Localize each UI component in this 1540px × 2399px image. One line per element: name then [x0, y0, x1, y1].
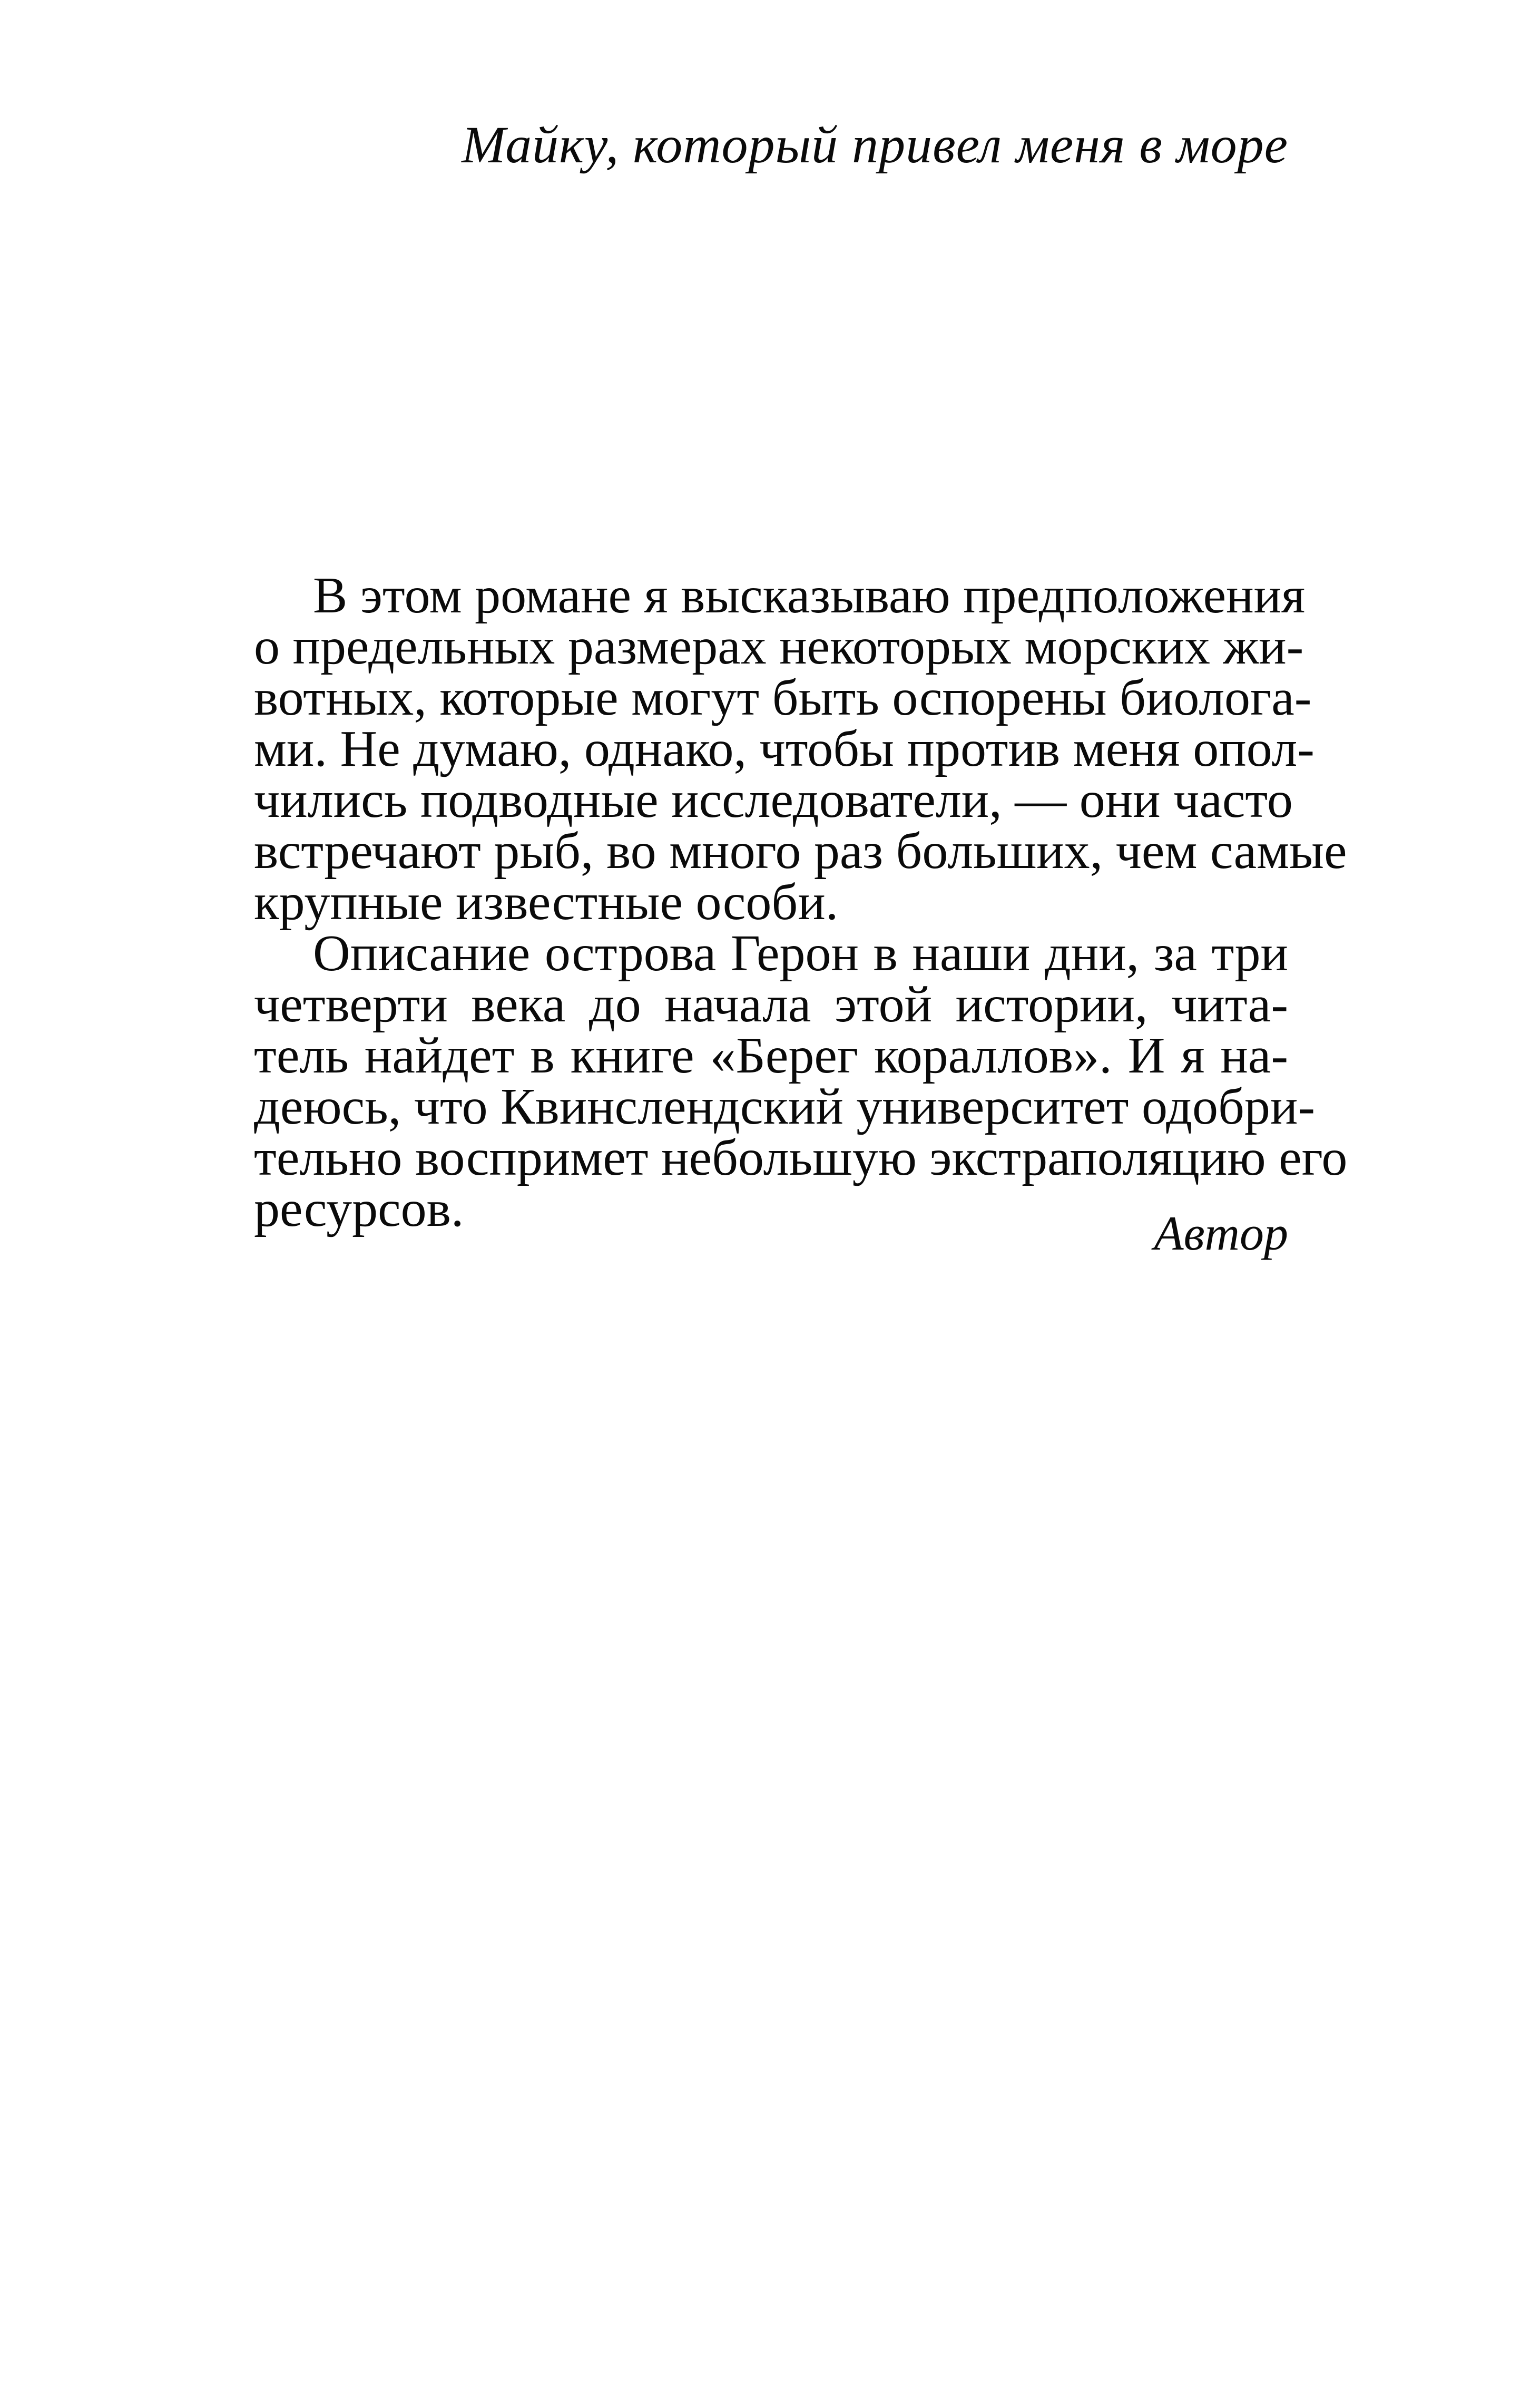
- text-line: тельно воспримет небольшую экстраполяцию его: [254, 1129, 1348, 1186]
- text-line: крупные известные особи.: [254, 874, 839, 931]
- preface-text: [254, 567, 1348, 1237]
- text-line: о предельных размерах некоторых морских жи-: [254, 618, 1304, 675]
- text-line: ми. Не думаю, однако, чтобы против меня опол-: [254, 720, 1315, 777]
- text-line: чились подводные исследователи, — они часто: [254, 772, 1293, 828]
- text-line: деюсь, что Квинслендский университет одобри-: [254, 1078, 1315, 1135]
- paragraph: [254, 567, 1347, 931]
- paragraph: [254, 925, 1348, 1237]
- dedication: Майку, который привел меня в море: [462, 115, 1288, 174]
- text-line: В этом романе я высказываю предположения: [313, 567, 1306, 624]
- text-line: встречают рыб, во много раз больших, чем самые: [254, 823, 1347, 880]
- text-line: четверти века до начала этой истории, чита-: [254, 976, 1288, 1033]
- text-line: тель найдет в книге «Берег кораллов». И я на-: [254, 1027, 1288, 1084]
- text-line: ресурсов.: [254, 1181, 464, 1237]
- text-line: Описание острова Герон в наши дни, за три: [313, 925, 1288, 982]
- author-signature: Автор: [1154, 1206, 1288, 1260]
- text-line: вотных, которые могут быть оспорены биолога-: [254, 669, 1312, 726]
